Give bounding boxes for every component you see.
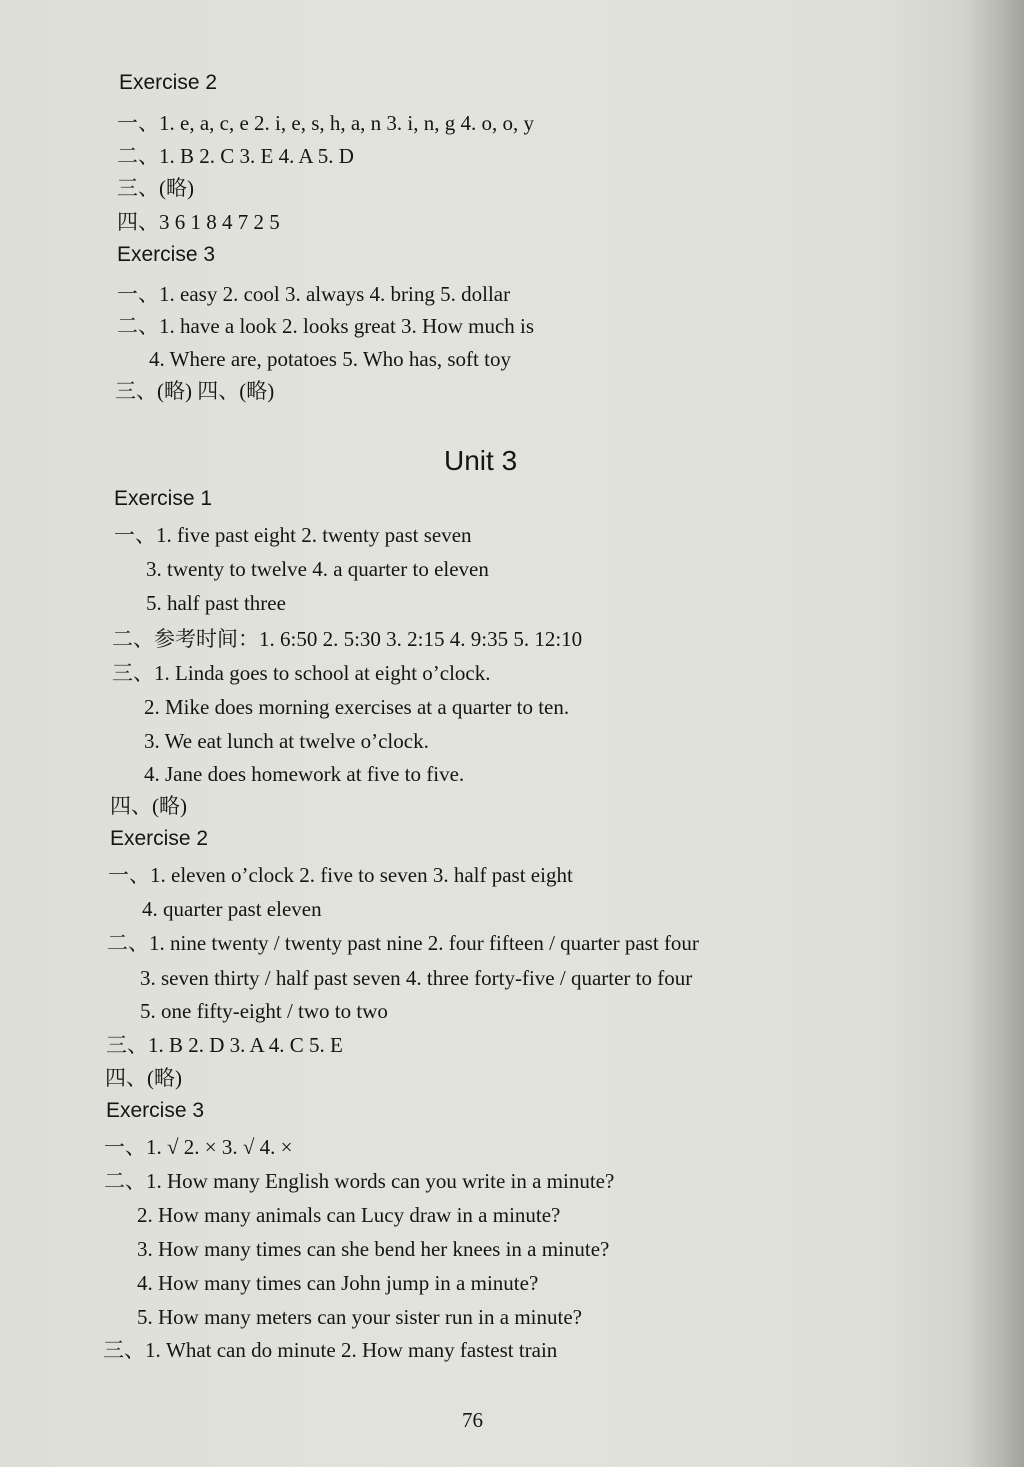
- answer-line: 2. How many animals can Lucy draw in a minute?: [137, 1203, 561, 1227]
- answer-line: 3. seven thirty / half past seven 4. three forty-five / quarter to four: [140, 966, 693, 990]
- exercise-heading: Exercise 3: [117, 243, 216, 266]
- answer-line: 三、1. What can do minute 2. How many fastest train: [103, 1338, 558, 1362]
- exercise-heading: Exercise 1: [114, 487, 213, 510]
- exercise-heading: Exercise 2: [119, 71, 218, 94]
- answer-line: 4. How many times can John jump in a minute?: [137, 1271, 539, 1295]
- answer-line: 三、1. B 2. D 3. A 4. C 5. E: [106, 1033, 343, 1057]
- answer-line: 三、(略): [117, 176, 194, 200]
- exercise-heading: Exercise 3: [106, 1099, 205, 1122]
- answer-line: 四、3 6 1 8 4 7 2 5: [117, 210, 280, 234]
- answer-line: 一、1. eleven o’clock 2. five to seven 3. half past eight: [108, 863, 573, 887]
- unit-title: Unit 3: [444, 445, 518, 476]
- answer-line: 4. Jane does homework at five to five.: [144, 762, 465, 786]
- answer-line: 3. How many times can she bend her knees in a minute?: [137, 1237, 610, 1261]
- exercise-heading: Exercise 2: [110, 827, 209, 850]
- answer-line: 一、1. e, a, c, e 2. i, e, s, h, a, n 3. i, n, g 4. o, o, y: [117, 111, 535, 135]
- answer-line: 一、1. five past eight 2. twenty past seven: [114, 523, 472, 547]
- answer-line: 2. Mike does morning exercises at a quarter to ten.: [144, 695, 570, 719]
- answer-line: 4. Where are, potatoes 5. Who has, soft toy: [149, 347, 511, 371]
- answer-line: 3. We eat lunch at twelve o’clock.: [144, 729, 429, 753]
- answer-line: 四、(略): [105, 1066, 182, 1090]
- answer-line: 一、1. √ 2. × 3. √ 4. ×: [104, 1135, 293, 1159]
- answer-line: 一、1. easy 2. cool 3. always 4. bring 5. dollar: [117, 282, 511, 306]
- answer-line: 二、参考时间：1. 6:50 2. 5:30 3. 2:15 4. 9:35 5. 12:10: [112, 627, 583, 651]
- answer-line: 二、1. nine twenty / twenty past nine 2. four fifteen / quarter past four: [107, 931, 699, 955]
- answer-line: 5. one fifty-eight / two to two: [140, 999, 388, 1023]
- answer-line: 三、(略) 四、(略): [115, 379, 275, 403]
- answer-line: 二、1. have a look 2. looks great 3. How much is: [117, 314, 535, 338]
- answer-line: 5. half past three: [146, 591, 286, 615]
- answer-line: 3. twenty to twelve 4. a quarter to eleven: [146, 557, 489, 581]
- page-number: 76: [462, 1408, 483, 1432]
- answer-line: 5. How many meters can your sister run in a minute?: [137, 1305, 582, 1329]
- answer-line: 四、(略): [110, 794, 187, 818]
- answer-line: 三、1. Linda goes to school at eight o’clock.: [112, 661, 491, 685]
- answer-line: 二、1. B 2. C 3. E 4. A 5. D: [117, 144, 354, 168]
- answer-line: 二、1. How many English words can you write in a minute?: [104, 1169, 615, 1193]
- binding-shadow: [964, 0, 1024, 1467]
- answer-line: 4. quarter past eleven: [142, 897, 322, 921]
